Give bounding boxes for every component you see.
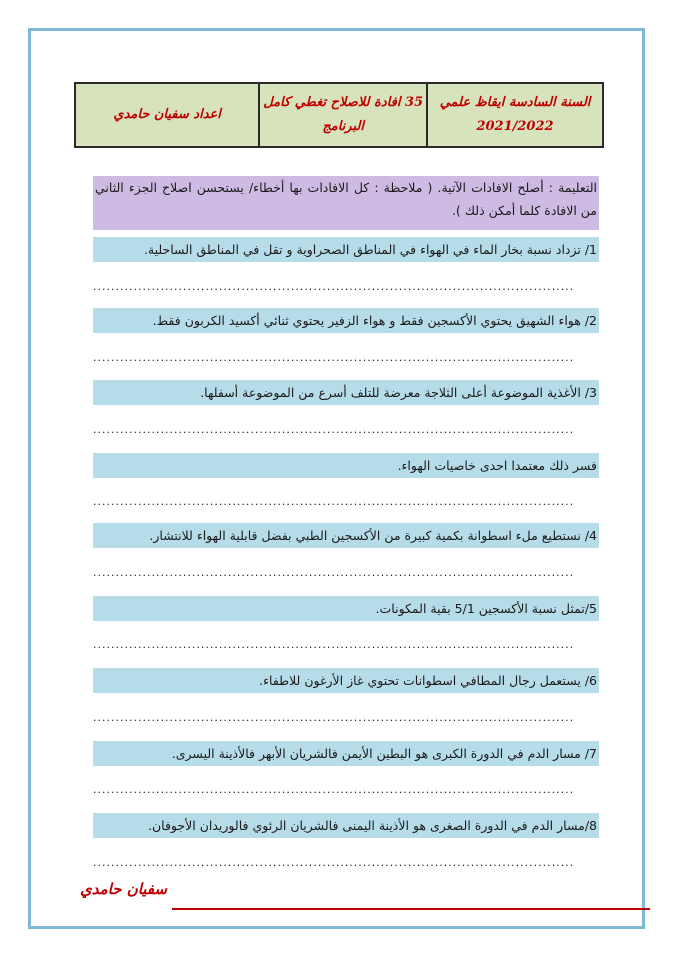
question-1: 1/ تزداد نسبة بخار الماء في الهواء في المناطق الصحراوية و تقل في المناطق الساحلية. (93, 237, 599, 262)
header-level: السنة السادسة ايقاظ علمي (439, 95, 591, 110)
signature: سفيان حامدي (80, 880, 167, 898)
question-3: 3/ الأغذية الموضوعة أعلى الثلاجة معرضة للتلف أسرع من الموضوعة أسفلها. (93, 380, 599, 405)
answer-line-2: ........................................................................................................... (93, 351, 575, 364)
answer-line-1: ........................................................................................................... (93, 280, 575, 293)
header-author-cell (76, 84, 258, 146)
question-5: 5/تمثل نسبة الأكسجين 5/1 بقية المكونات. (93, 596, 599, 621)
instruction: التعليمة : أصلح الافادات الآتية. ( ملاحظة : كل الافادات بها أخطاء/ يستحسن اصلاح الجزء الثاني من الافادة كلما أمكن ذلك ). (93, 176, 599, 230)
answer-line-5: ........................................................................................................... (93, 638, 575, 651)
header-title-line1: 35 افادة للاصلاح تغطي كامل (263, 95, 424, 110)
question-6: 6/ يستعمل رجال المطافي اسطوانات تحتوي غاز الأرغون للاطفاء. (93, 668, 599, 693)
header-title-cell (258, 84, 426, 146)
header-author: اعداد سفيان حامدي (113, 107, 221, 122)
answer-line-3: ........................................................................................................... (93, 423, 575, 436)
question-7: 7/ مسار الدم في الدورة الكبرى هو البطين الأيمن فالشريان الأبهر فالأذينة اليسرى. (93, 741, 599, 766)
signature-line (172, 908, 650, 910)
question-4: 4/ نستطيع ملء اسطوانة بكمية كبيرة من الأكسجين الطبي بفضل قابلية الهواء للانتشار. (93, 523, 599, 548)
answer-line-7: ........................................................................................................... (93, 783, 575, 796)
question-2: 2/ هواء الشهيق يحتوي الأكسجين فقط و هواء الزفير يحتوي ثنائي أكسيد الكربون فقط. (93, 308, 599, 333)
header-year: 2021/2022 (476, 119, 554, 134)
header-level-cell (426, 84, 602, 146)
question-8: 8/مسار الدم في الدورة الصغرى هو الأذينة اليمنى فالشريان الرئوي فالوريدان الأجوفان. (93, 813, 599, 838)
answer-line-4: ........................................................................................................... (93, 566, 575, 579)
answer-line-6: ........................................................................................................... (93, 711, 575, 724)
answer-line-3b: ........................................................................................................... (93, 495, 575, 508)
header-table (74, 82, 604, 148)
header-title-line2: البرنامج (322, 119, 364, 134)
question-3b: فسر ذلك معتمدا احدى خاصيات الهواء. (93, 453, 599, 478)
answer-line-8: ........................................................................................................... (93, 856, 575, 869)
